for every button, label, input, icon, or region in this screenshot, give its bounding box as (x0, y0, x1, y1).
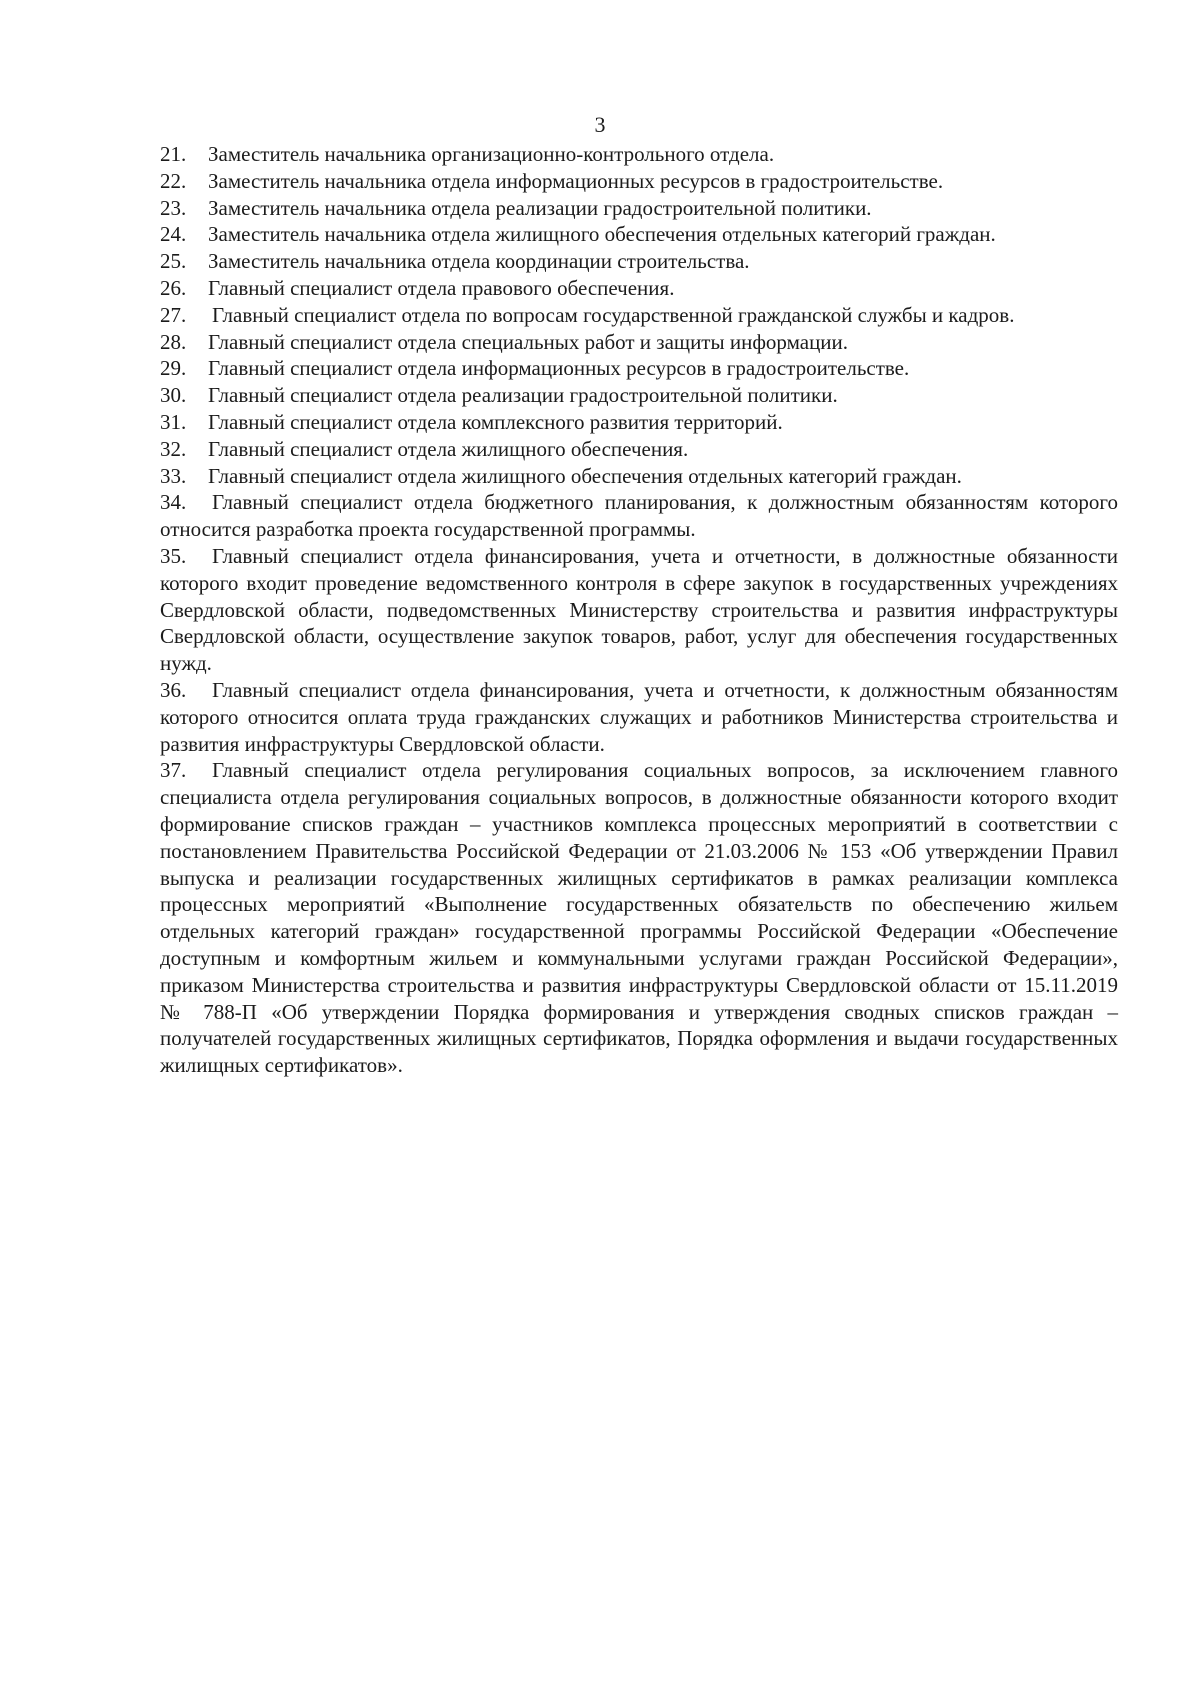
list-item (160, 355, 1118, 382)
list-item (160, 329, 1118, 356)
item-number: 31. (160, 409, 187, 434)
item-text: Главный специалист отдела по вопросам государственной гражданской службы и кадров. (212, 302, 1015, 327)
item-number: 34. (160, 490, 187, 515)
list-item (160, 141, 1118, 168)
item-number: 27. (160, 302, 187, 327)
item-number: 35. (160, 543, 187, 568)
list-item (160, 409, 1118, 436)
list-item (160, 489, 1118, 543)
list-item (160, 248, 1118, 275)
item-number: 22. (160, 168, 187, 193)
list-item (160, 275, 1118, 302)
list-item (160, 302, 1118, 329)
item-text: Главный специалист отдела реализации градостроительной политики. (208, 383, 838, 408)
list-item (160, 195, 1118, 222)
item-text: Заместитель начальника отдела реализации градостроительной политики. (208, 195, 872, 220)
item-number: 28. (160, 329, 187, 354)
item-number: 24. (160, 222, 187, 247)
item-text: Главный специалист отдела специальных работ и защиты информации. (208, 329, 849, 354)
item-text: Главный специалист отдела бюджетного планирования, к должностным обязанностям которого относится разработка проекта государственной программы. (160, 490, 1118, 542)
list-item (160, 221, 1118, 248)
item-text: Главный специалист отдела жилищного обеспечения отдельных категорий граждан. (208, 463, 962, 488)
list-item (160, 436, 1118, 463)
item-number: 32. (160, 436, 187, 461)
item-number: 23. (160, 195, 187, 220)
item-text: Главный специалист отдела правового обеспечения. (208, 275, 675, 300)
item-text: Главный специалист отдела информационных ресурсов в градостроительстве. (208, 356, 910, 381)
item-number: 21. (160, 142, 187, 166)
item-text: Заместитель начальника отдела информационных ресурсов в градостроительстве. (208, 168, 944, 193)
item-text: Главный специалист отдела финансирования, учета и отчетности, в должностные обязанности которого входит проведение ведомственного контроля в сфере закупок в государственных учреждениях Свердловской области, подведомственных Министерству строительства и развития инфраструктуры Свердловской области, осуществление закупок товаров, работ, услуг для обеспечения государственных нужд. (160, 543, 1118, 676)
item-text: Главный специалист отдела жилищного обеспечения. (208, 436, 689, 461)
list-item (160, 757, 1118, 1079)
item-text: Заместитель начальника отдела жилищного обеспечения отдельных категорий граждан. (208, 222, 996, 247)
item-text: Главный специалист отдела финансирования, учета и отчетности, к должностным обязанностям которого относится оплата труда гражданских служащих и работников Министерства строительства и развития инфраструктуры Свердловской области. (160, 677, 1118, 756)
list-item (160, 168, 1118, 195)
item-text: Главный специалист отдела комплексного развития территорий. (208, 409, 783, 434)
item-text: Заместитель начальника организационно-контрольного отдела. (208, 142, 775, 166)
list-item (160, 382, 1118, 409)
list-item (160, 543, 1118, 677)
list-item (160, 677, 1118, 757)
item-number: 37. (160, 758, 187, 783)
item-number: 25. (160, 249, 187, 274)
item-text: Заместитель начальника отдела координации строительства. (208, 249, 750, 274)
item-text: Главный специалист отдела регулирования социальных вопросов, за исключением главного специалиста отдела регулирования социальных вопросов, в должностные обязанности которого входит формирование списков граждан – участников комплекса процессных мероприятий в соответствии с постановлением Правительства Российской Федерации от 21.03.2006 № 153 «Об утверждении Правил выпуска и реализации государственных жилищных сертификатов в рамках реализации комплекса процессных мероприятий «Выполнение государственных обязательств по обеспечению жильем отдельных категорий граждан» государственной программы Российской Федерации «Обеспечение доступным и комфортным жильем и коммунальными услугами граждан Российской Федерации», приказом Министерства строительства и развития инфраструктуры Свердловской области от 15.11.2019 № 788-П «Об утверждении Порядка формирования и утверждения сводных списков граждан – получателей государственных жилищных сертификатов, Порядка оформления и выдачи государственных жилищных сертификатов». (160, 758, 1118, 1078)
page-number: 3 (594, 112, 606, 137)
item-number: 29. (160, 356, 187, 381)
item-number: 36. (160, 677, 187, 702)
position-list (160, 141, 1118, 1079)
item-number: 26. (160, 275, 187, 300)
item-number: 33. (160, 463, 187, 488)
list-item (160, 463, 1118, 490)
item-number: 30. (160, 383, 187, 408)
